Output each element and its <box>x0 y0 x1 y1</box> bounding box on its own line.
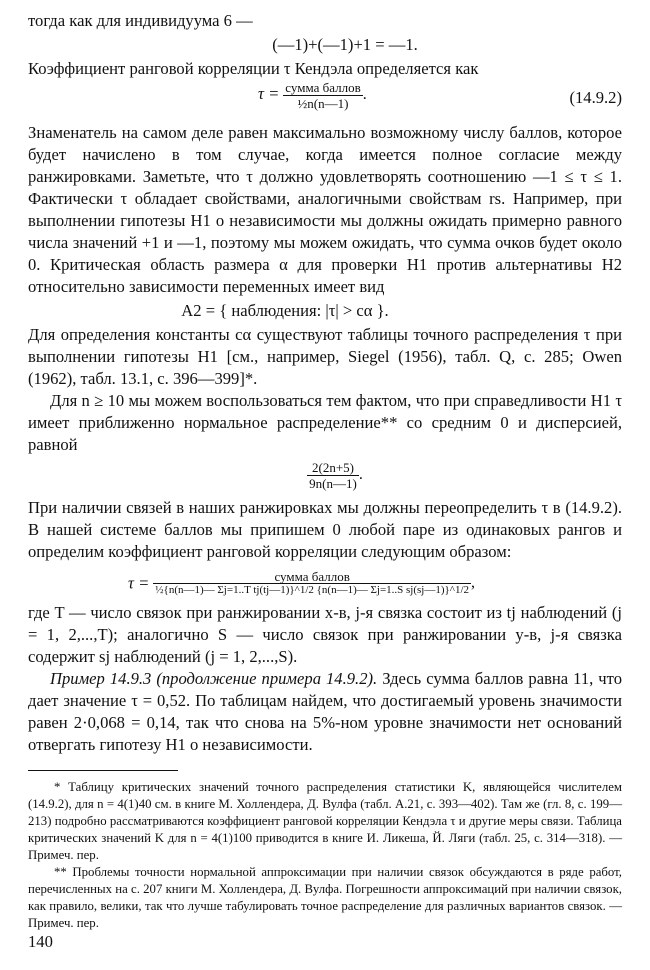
paragraph-3: Для n ≥ 10 мы можем воспользоваться тем фактом, что при справедливости H1 τ имеет приближенно нормальное распределение** со средним 0 и дисперсией, равной <box>28 391 622 454</box>
eq2-denominator: ½n(n—1) <box>297 96 349 111</box>
paragraph-4: При наличии связей в наших ранжировках мы должны переопределить τ в (14.9.2). В нашей системе баллов мы припишем 0 любой паре из одинаковых рангов и определим коэффициент ранговой корреляции следующим образом: <box>28 498 622 561</box>
page-number: 140 <box>28 932 53 951</box>
paragraph-2: Для определения константы cα существуют таблицы точного распределения τ при выполнении гипотезы H1 [см., например, Siegel (1956), табл. Q, с. 285; Owen (1962), табл. 13.1, с. 396—399]*. <box>28 325 622 388</box>
footnote-1: * Таблицу критических значений точного распределения статистики K, являющейся числителем (14.9.2), для n = 4(1)40 см. в книге М. Холлендера, Д. Вулфа (табл. А.21, с. 393—402). Там же (гл. 8, с. 199—213) подробно рассматриваются коэффициент ранговой корреляции Кендэла τ и другие меры связи. Таблица критических значений K для n = 4(1)100 приводится в книге И. Ликеша, Й. Ляги (табл. 25, с. 314—318). — Примеч. пер. <box>28 780 622 862</box>
eq5-numerator: сумма баллов <box>153 571 471 584</box>
footnote-2: ** Проблемы точности нормальной аппроксимации при наличии связок обсуждаются в ряде работ, перечисленных на с. 207 книги М. Холлендера, Д. Вулфа. Погрешности аппроксимаций при наличии связок, как правило, велики, так что лучше табулировать точное распределение для различных вариантов связок. — Примеч. пер. <box>28 865 622 930</box>
eq5-lhs: τ = <box>128 573 150 593</box>
eq4-numerator: 2(2n+5) <box>307 460 359 476</box>
paragraph-6 <box>28 668 622 756</box>
eq5-fraction <box>153 571 471 596</box>
equation-1: (—1)+(—1)+1 = —1. <box>272 35 418 54</box>
equation-3: A2 = { наблюдения: |τ| > cα }. <box>181 301 389 320</box>
eq4-denominator: 9n(n—1) <box>309 476 357 491</box>
eq4-fraction <box>307 460 359 491</box>
example-title: Пример 14.9.3 (продолжение примера 14.9.2). <box>50 669 378 688</box>
text-line-2: Коэффициент ранговой корреляции τ Кендэла определяется как <box>28 59 479 78</box>
equation-4: $\frac{2(2n+5)}{9n(n—1)}$ . <box>309 460 363 491</box>
eq2-numerator: сумма баллов <box>285 80 361 95</box>
eq5-denominator: ½{n(n—1)— Σj=1..T tj(tj—1)}^1/2 {n(n—1)— Σj=1..S sj(sj—1)}^1/2 <box>155 584 470 596</box>
page-body <box>28 10 622 932</box>
equation-14-9-2: τ = $\frac{\text{сумма баллов}}{\text{½n(n—1)}}$ . (14.9.2) <box>258 80 622 111</box>
paragraph-5: где T — число связок при ранжировании x-в, j-я связка состоит из tj наблюдений (j = 1, 2,...,T); аналогично S — число связок при ранжировании y-в, j-я связка содержит sj наблюдений (j = 1, 2,...,S). <box>28 603 622 666</box>
eq2-fraction <box>283 80 362 111</box>
equation-5: τ = сумма баллов ½{n(n—1)— Σj=1..T tj(tj—1)}^1/2 {n(n—1)— Σj=1..S sj(sj—1)}^1/2 , <box>128 569 476 596</box>
text-line-1: тогда как для индивидуума 6 — <box>28 11 253 30</box>
eq2-lhs: τ = <box>258 84 280 104</box>
example-text: Здесь сумма баллов равна 11, что дает значение τ = 0,52. По таблицам найдем, что достигаемый уровень значимости равен 2·0,068 = 0,14, так что снова на 5%-ном уровне значимости нет оснований отвергать гипотезу H1 о независимости. <box>28 669 622 754</box>
paragraph-1: Знаменатель на самом деле равен максимально возможному числу баллов, которое будет начислено в том случае, когда имеется полное согласие между ранжировками. Заметьте, что τ должно удовлетворять соотношению —1 ≤ τ ≤ 1. Фактически τ обладает свойствами, аналогичными свойствам rs. Например, при выполнении гипотезы H1 о независимости мы должны ожидать примерно равного числа значений +1 и —1, поэтому мы можем ожидать, что сумма очков будет около 0. Критическая область размера α для проверки H1 против альтернативы H2 относительно зависимости переменных имеет вид <box>28 123 622 296</box>
footnote-rule <box>28 770 178 771</box>
equation-number: (14.9.2) <box>569 88 622 107</box>
